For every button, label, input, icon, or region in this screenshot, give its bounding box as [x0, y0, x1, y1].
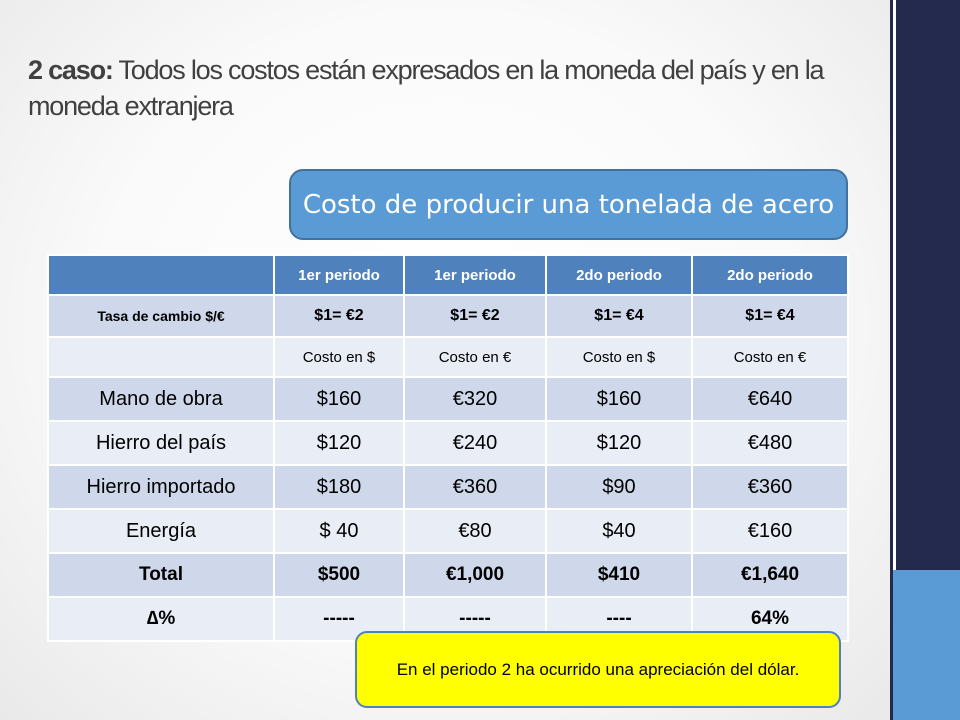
- table-row: [48, 377, 848, 421]
- table-cell: Costo en €: [404, 337, 546, 377]
- table-cell: $40: [546, 509, 692, 553]
- table-cell: €80: [404, 509, 546, 553]
- exchange-rate-row: [48, 295, 848, 337]
- header-cell: 1er periodo: [274, 255, 404, 295]
- table-cell: $160: [546, 377, 692, 421]
- side-bar-accent: [893, 570, 960, 720]
- header-cell: 2do periodo: [692, 255, 848, 295]
- row-label: Mano de obra: [48, 377, 274, 421]
- table-cell: -----: [274, 597, 404, 641]
- table-cell: €640: [692, 377, 848, 421]
- table-cell: €1,000: [404, 553, 546, 597]
- table-cell: €1,640: [692, 553, 848, 597]
- table-cell: $120: [274, 421, 404, 465]
- table-cell: ----: [546, 597, 692, 641]
- table-header-row: [48, 255, 848, 295]
- table-cell: $410: [546, 553, 692, 597]
- table-cell: $1= €4: [692, 295, 848, 337]
- table-cell: $1= €4: [546, 295, 692, 337]
- table-cell: Costo en €: [692, 337, 848, 377]
- subtitle-text: Costo de producir una tonelada de acero: [302, 189, 835, 220]
- header-cell: 2do periodo: [546, 255, 692, 295]
- table-cell: $ 40: [274, 509, 404, 553]
- row-label: Tasa de cambio $/€: [48, 295, 274, 337]
- table-cell: $120: [546, 421, 692, 465]
- table-cell: €480: [692, 421, 848, 465]
- table-cell: Costo en $: [274, 337, 404, 377]
- table-row: [48, 465, 848, 509]
- table-cell: €160: [692, 509, 848, 553]
- table-cell: €360: [404, 465, 546, 509]
- table-cell: $90: [546, 465, 692, 509]
- row-label: Total: [48, 553, 274, 597]
- header-cell: 1er periodo: [404, 255, 546, 295]
- row-label: Hierro del país: [48, 421, 274, 465]
- note-text: En el periodo 2 ha ocurrido una apreciación del dólar.: [396, 659, 800, 679]
- table-cell: $1= €2: [404, 295, 546, 337]
- row-label: Hierro importado: [48, 465, 274, 509]
- row-label: Energía: [48, 509, 274, 553]
- title-rest: Todos los costos están expresados en la moneda del país y en la moneda extranjera: [28, 55, 824, 121]
- table-cell: €360: [692, 465, 848, 509]
- cost-table: [47, 254, 849, 642]
- total-row: [48, 553, 848, 597]
- table-cell: $160: [274, 377, 404, 421]
- table-row: [48, 509, 848, 553]
- table-cell: €320: [404, 377, 546, 421]
- note-box: [355, 631, 841, 708]
- unit-row: [48, 337, 848, 377]
- table-row: [48, 421, 848, 465]
- subtitle-box: [289, 169, 848, 240]
- table-cell: $180: [274, 465, 404, 509]
- table-cell: -----: [404, 597, 546, 641]
- row-label: ∆%: [48, 597, 274, 641]
- table-cell: 64%: [692, 597, 848, 641]
- table-cell: $500: [274, 553, 404, 597]
- title-lead: 2 caso:: [28, 55, 113, 85]
- table-cell: $1= €2: [274, 295, 404, 337]
- table-cell: €240: [404, 421, 546, 465]
- table-cell: Costo en $: [546, 337, 692, 377]
- slide-title: [28, 52, 868, 124]
- row-label: [48, 337, 274, 377]
- header-cell: [48, 255, 274, 295]
